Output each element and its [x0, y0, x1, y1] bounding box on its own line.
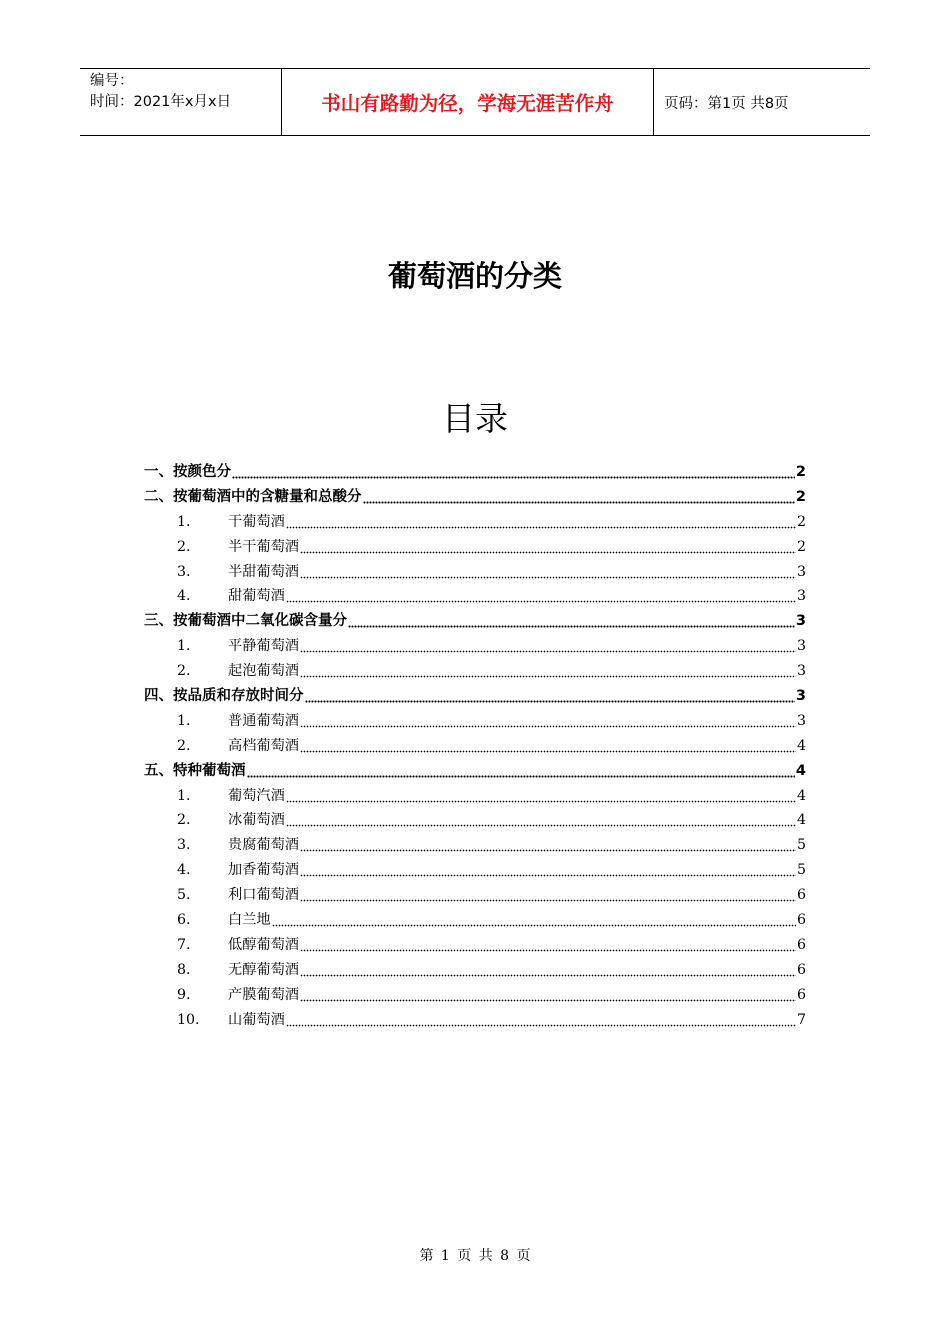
toc-entry-text: 高档葡萄酒 — [228, 737, 299, 754]
toc-dot-leader — [272, 908, 796, 933]
toc-dot-leader — [300, 634, 796, 659]
toc-heading: 目录 — [442, 399, 508, 438]
toc-entry-text: 二、按葡萄酒中的含糖量和总酸分 — [144, 488, 362, 505]
toc-dot-leader — [300, 883, 796, 908]
toc-entry-page: 3 — [795, 688, 806, 705]
toc-dot-leader — [300, 709, 796, 734]
toc-entry-page: 4 — [796, 737, 806, 754]
toc-entry-number: 2. — [177, 737, 191, 754]
toc-entry-number: 7. — [177, 936, 191, 953]
toc-entry-page: 6 — [796, 912, 806, 929]
toc-entry-text: 甜葡萄酒 — [228, 588, 285, 605]
toc-entry-page: 6 — [796, 961, 806, 978]
toc-entry-text: 无醇葡萄酒 — [228, 961, 299, 978]
toc-entry-text: 四、按品质和存放时间分 — [144, 688, 304, 705]
toc-entry-page: 6 — [796, 887, 806, 904]
toc-dot-leader — [300, 659, 796, 684]
toc-entry-page: 3 — [795, 613, 806, 630]
toc-entry-text: 一、按颜色分 — [144, 464, 231, 480]
toc-dot-leader — [300, 933, 796, 958]
toc-entry[interactable] — [144, 609, 806, 634]
header-motto: 书山有路勤为径，学海无涯苦作舟 — [281, 69, 654, 135]
toc-entry-text: 白兰地 — [228, 912, 271, 929]
toc-dot-leader — [300, 734, 796, 759]
toc-entry[interactable] — [144, 908, 806, 933]
toc-entry[interactable] — [144, 808, 806, 833]
toc-entry[interactable] — [144, 883, 806, 908]
toc-entry[interactable] — [144, 535, 806, 560]
toc-dot-leader — [247, 759, 795, 784]
toc-dot-leader — [232, 460, 795, 485]
toc-entry-text: 葡萄汽酒 — [228, 787, 285, 804]
toc-entry-number: 2. — [177, 538, 191, 555]
toc-entry-number: 5. — [177, 887, 191, 904]
toc-entry[interactable] — [144, 510, 806, 535]
toc-entry-text: 平静葡萄酒 — [228, 638, 299, 655]
toc-entry-text: 贵腐葡萄酒 — [228, 837, 299, 854]
toc-dot-leader — [300, 833, 796, 858]
toc-entry[interactable] — [144, 560, 806, 585]
toc-dot-leader — [300, 958, 796, 983]
toc-entry-page: 3 — [796, 638, 806, 655]
toc-entry-number: 8. — [177, 961, 191, 978]
toc-entry-page: 6 — [796, 936, 806, 953]
toc-entry-text: 产膜葡萄酒 — [228, 986, 299, 1003]
toc-entry[interactable] — [144, 759, 806, 784]
toc-entry-page: 7 — [796, 1011, 806, 1028]
toc-entry[interactable] — [144, 858, 806, 883]
toc-entry-text: 冰葡萄酒 — [228, 812, 285, 829]
toc-entry-page: 3 — [796, 563, 806, 580]
toc-entry-page: 4 — [795, 762, 806, 779]
toc-entry-page: 4 — [796, 812, 806, 829]
toc-dot-leader — [286, 584, 796, 609]
toc-entry[interactable] — [144, 709, 806, 734]
toc-entry-page: 5 — [796, 837, 806, 854]
toc-dot-leader — [300, 983, 796, 1008]
toc-entry[interactable] — [144, 460, 806, 485]
toc-entry-page: 2 — [796, 513, 806, 530]
toc-entry-number: 4. — [177, 588, 191, 605]
toc-dot-leader — [286, 784, 796, 809]
toc-entry-page: 2 — [795, 488, 806, 505]
toc-entry-number: 2. — [177, 663, 191, 680]
toc-entry-page: 3 — [796, 712, 806, 729]
toc-dot-leader — [363, 485, 795, 510]
toc-entry-number: 3. — [177, 563, 191, 580]
toc-entry-text: 五、特种葡萄酒 — [144, 762, 246, 779]
toc-entry-page: 3 — [796, 588, 806, 605]
toc-entry[interactable] — [144, 659, 806, 684]
page-footer: 第 1 页 共 8 页 — [419, 1248, 531, 1264]
toc-dot-leader — [300, 858, 796, 883]
toc-entry-page: 2 — [796, 538, 806, 555]
toc-entry-text: 普通葡萄酒 — [228, 712, 299, 729]
toc-entry-number: 4. — [177, 862, 191, 879]
toc-entry-text: 山葡萄酒 — [228, 1011, 285, 1028]
toc-entry-number: 1. — [177, 513, 191, 530]
toc-entry-text: 低醇葡萄酒 — [228, 936, 299, 953]
toc-entry-page: 4 — [796, 787, 806, 804]
header-time-label: 时间：2021年x月x日 — [90, 94, 232, 110]
toc-entry-number: 6. — [177, 912, 191, 929]
toc-entry-text: 半干葡萄酒 — [228, 538, 299, 555]
toc-entry[interactable] — [144, 958, 806, 983]
page-header — [80, 68, 870, 136]
toc-entry-page: 3 — [796, 663, 806, 680]
toc-entry-text: 三、按葡萄酒中二氧化碳含量分 — [144, 613, 347, 630]
toc-dot-leader — [286, 1008, 796, 1033]
toc-dot-leader — [286, 510, 796, 535]
toc-entry[interactable] — [144, 1008, 806, 1033]
header-page-info: 页码：第1页 共8页 — [664, 95, 789, 112]
toc-entry[interactable] — [144, 584, 806, 609]
toc-entry[interactable] — [144, 684, 806, 709]
toc-dot-leader — [300, 535, 796, 560]
toc-entry[interactable] — [144, 734, 806, 759]
toc-entry-number: 1. — [177, 638, 191, 655]
toc-entry-text: 加香葡萄酒 — [228, 862, 299, 879]
toc-entry-number: 1. — [177, 787, 191, 804]
table-of-contents — [144, 460, 806, 1032]
toc-entry[interactable] — [144, 983, 806, 1008]
toc-entry-page: 2 — [795, 464, 806, 480]
toc-entry-number: 2. — [177, 812, 191, 829]
toc-dot-leader — [348, 609, 795, 634]
header-number-label: 编号： — [90, 73, 134, 89]
toc-dot-leader — [286, 808, 796, 833]
toc-entry-text: 半甜葡萄酒 — [228, 563, 299, 580]
toc-entry-text: 利口葡萄酒 — [228, 887, 299, 904]
toc-dot-leader — [300, 560, 796, 585]
toc-entry[interactable] — [144, 784, 806, 809]
toc-entry[interactable] — [144, 485, 806, 510]
toc-entry-page: 6 — [796, 986, 806, 1003]
toc-dot-leader — [305, 684, 795, 709]
header-meta — [80, 69, 281, 135]
toc-entry-text: 干葡萄酒 — [228, 513, 285, 530]
toc-entry-number: 9. — [177, 986, 191, 1003]
toc-entry-number: 1. — [177, 712, 191, 729]
toc-entry[interactable] — [144, 933, 806, 958]
toc-entry-text: 起泡葡萄酒 — [228, 663, 299, 680]
toc-entry-page: 5 — [796, 862, 806, 879]
toc-entry[interactable] — [144, 634, 806, 659]
toc-entry-number: 10. — [177, 1011, 200, 1028]
toc-entry[interactable] — [144, 833, 806, 858]
document-title: 葡萄酒的分类 — [387, 259, 562, 293]
toc-entry-number: 3. — [177, 837, 191, 854]
